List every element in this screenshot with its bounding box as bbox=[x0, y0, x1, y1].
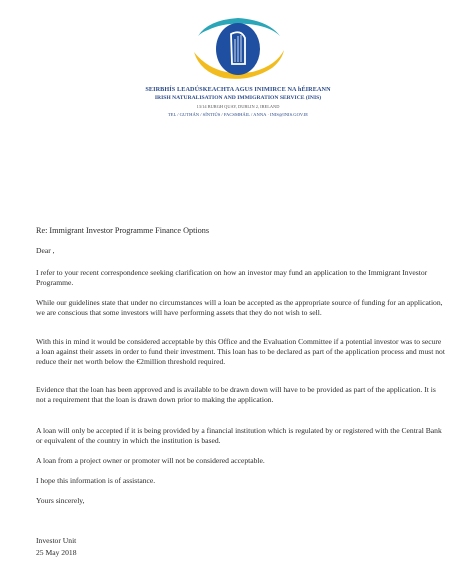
signoff: Yours sincerely, bbox=[36, 495, 85, 505]
paragraph: A loan will only be accepted if it is being provided by a financial institution which is regulated by or registered with the Central Bank or equivalent of the country in which the institution is based. bbox=[36, 425, 442, 445]
signature-unit: Investor Unit bbox=[36, 535, 77, 545]
header-contact: TEL / GUTHÁN / SÍNTIÚS / FACSMHÁIL / ANNA · INIS@INIS.GOV.IE bbox=[167, 112, 309, 117]
header-agency-english: IRISH NATURALISATION AND IMMIGRATION SERVICE (INIS) bbox=[154, 95, 322, 101]
paragraph: Evidence that the loan has been approved and is available to be drawn down will have to be provided as part of the application. It is not a requirement that the loan is drawn down prior to making the application. bbox=[36, 384, 436, 404]
closing-line: I hope this information is of assistance. bbox=[36, 475, 156, 485]
paragraph: With this in mind it would be considered acceptable by this Office and the Evaluation Committee if a potential investor was to secure a loan against their assets in order to fund their investment. This loan has to be declared as part of the application process and must not reduce their net worth below the €2million threshold required. bbox=[36, 336, 445, 366]
paragraph: I refer to your recent correspondence seeking clarification on how an investor may fund an application to the Immigrant Investor Programme. bbox=[36, 267, 428, 287]
header-agency-irish: SEIRBHÍS LEADÚSKEACHTA AGUS INIMIRCE NA hÉIREANN bbox=[145, 86, 331, 93]
header-address: 13/14 BURGH QUAY, DUBLIN 2, IRELAND bbox=[196, 104, 280, 109]
letter-subject: Re: Immigrant Investor Programme Finance Options bbox=[36, 226, 210, 236]
paragraph: A loan from a project owner or promoter will not be considered acceptable. bbox=[36, 455, 265, 465]
letter-greeting: Dear , bbox=[36, 245, 55, 255]
paragraph: While our guidelines state that under no circumstances will a loan be accepted as the appropriate source of funding for an application, we are conscious that some investors will have performing assets that they do not wish to sell. bbox=[36, 297, 443, 317]
harp-emblem-icon bbox=[190, 14, 286, 84]
letter-date: 25 May 2018 bbox=[36, 547, 77, 557]
